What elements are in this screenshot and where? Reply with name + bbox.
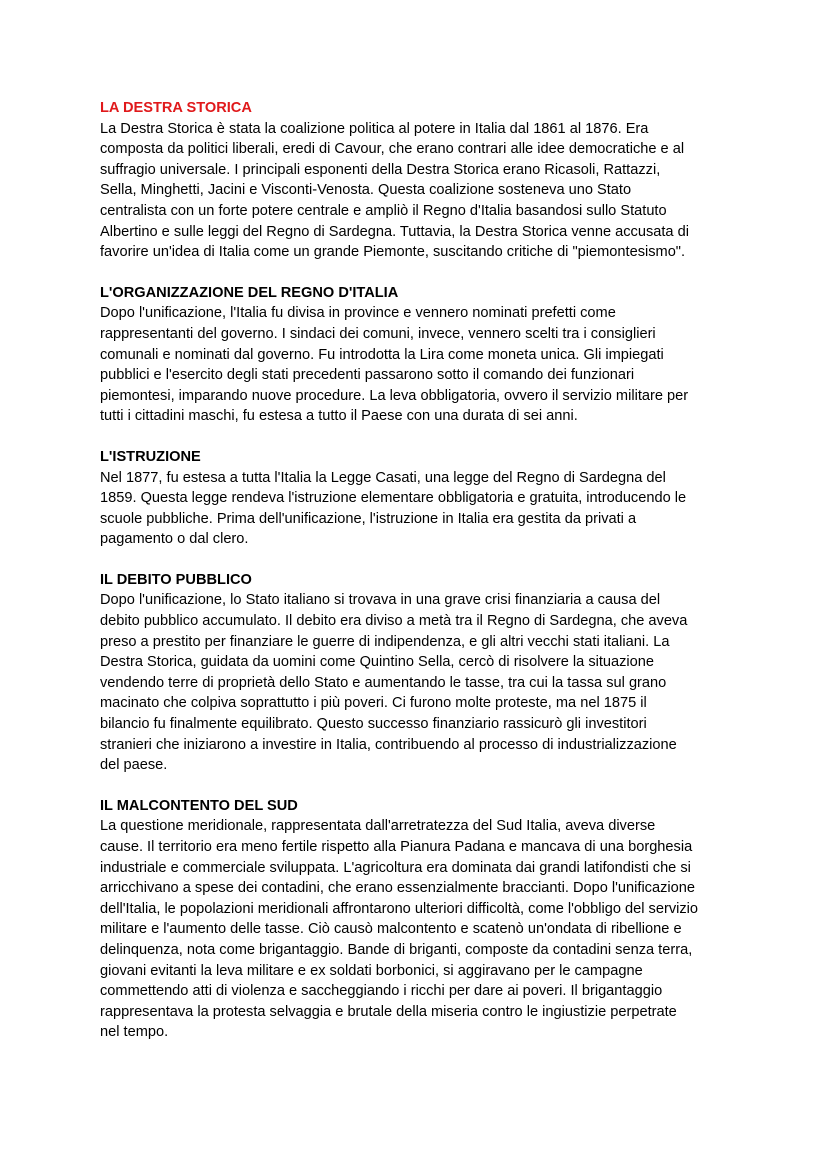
text-line: vendendo terre di proprietà dello Stato e aumentando le tasse, tra cui la tassa sul grano [100, 674, 667, 691]
section-malcontento-sud [100, 796, 730, 1043]
text-line: rappresentava la protesta selvaggia e brutale della miseria contro le ingiustizie perpetrate [100, 1003, 677, 1020]
text-line: piemontesi, imparando nuove procedure. La leva obbligatoria, ovvero il servizio militare per [100, 387, 689, 404]
section-paragraph [100, 468, 730, 550]
text-line: delinquenza, nota come brigantaggio. Bande di briganti, composte da contadini senza terra, [100, 941, 693, 958]
section-istruzione [100, 447, 730, 550]
text-line: militare e l'aumento delle tasse. Ciò causò malcontento e scatenò un'ondata di ribellione e [100, 921, 682, 938]
section-paragraph [100, 119, 730, 263]
section-paragraph [100, 816, 730, 1043]
section-heading: LA DESTRA STORICA [100, 100, 252, 116]
text-line: pagamento o dal clero. [100, 531, 249, 548]
text-line: suffragio universale. I principali esponenti della Destra Storica erano Ricasoli, Rattazzi, [100, 161, 661, 178]
text-line: del paese. [100, 757, 168, 774]
text-line: Nel 1877, fu estesa a tutta l'Italia la Legge Casati, una legge del Regno di Sardegna del [100, 469, 666, 486]
section-debito-pubblico [100, 570, 730, 776]
document-page [100, 98, 730, 1063]
text-line: Dopo l'unificazione, lo Stato italiano si trovava in una grave crisi finanziaria a causa del [100, 592, 661, 609]
text-line: pubblici e l'esercito degli stati precedenti passarono sotto il comando dei funzionari [100, 367, 635, 384]
text-line: arricchivano a spese dei contadini, che erano essenzialmente braccianti. Dopo l'unificazione [100, 880, 695, 897]
section-paragraph [100, 303, 730, 427]
text-line: giovani evitanti la leva militare e ex soldati borbonici, si aggiravano per le campagne [100, 962, 643, 979]
section-paragraph [100, 590, 730, 775]
text-line: La questione meridionale, rappresentata dall'arretratezza del Sud Italia, aveva diverse [100, 818, 656, 835]
text-line: Dopo l'unificazione, l'Italia fu divisa in province e vennero nominati prefetti come [100, 305, 616, 322]
text-line: scuole pubbliche. Prima dell'unificazione, l'istruzione in Italia era gestita da privati a [100, 510, 637, 527]
section-organizzazione [100, 283, 730, 427]
text-line: composta da politici liberali, eredi di Cavour, che erano contrari alle idee democratiche e al [100, 141, 685, 158]
text-line: commettendo atti di violenza e saccheggiando i ricchi per dare ai poveri. Il brigantaggio [100, 983, 663, 1000]
section-heading: L'ISTRUZIONE [100, 448, 201, 465]
section-heading: IL MALCONTENTO DEL SUD [100, 797, 298, 814]
text-line: Destra Storica, guidata da uomini come Quintino Sella, cercò di risolvere la situazione [100, 654, 655, 671]
text-line: debito pubblico accumulato. Il debito era diviso a metà tra il Regno di Sardegna, che aveva [100, 613, 688, 630]
section-heading: L'ORGANIZZAZIONE DEL REGNO D'ITALIA [100, 284, 399, 301]
text-line: dell'Italia, le popolazioni meridionali affrontarono ulteriori difficoltà, come l'obbligo del servizio [100, 900, 699, 917]
text-line: centralista con un forte potere centrale e ampliò il Regno d'Italia basandosi sullo Statuto [100, 202, 667, 219]
text-line: comunali e nominati dal governo. Fu introdotta la Lira come moneta unica. Gli impiegati [100, 346, 664, 363]
text-line: industriale e commerciale sviluppata. L'agricoltura era dominata dai grandi latifondisti che si [100, 859, 691, 876]
section-heading: IL DEBITO PUBBLICO [100, 571, 252, 588]
text-line: Albertino e sulle leggi del Regno di Sardegna. Tuttavia, la Destra Storica venne accusata di [100, 223, 689, 240]
text-line: 1859. Questa legge rendeva l'istruzione elementare obbligatoria e gratuita, introducendo le [100, 490, 687, 507]
text-line: La Destra Storica è stata la coalizione politica al potere in Italia dal 1861 al 1876. Era [100, 120, 649, 137]
text-line: bilancio fu finalmente equilibrato. Questo successo finanziario rassicurò gli investitori [100, 716, 647, 733]
section-destra-storica [100, 98, 730, 263]
text-line: cause. Il territorio era meno fertile rispetto alla Pianura Padana e mancava di una borghesia [100, 839, 693, 855]
text-line: macinato che colpiva soprattutto i più poveri. Ci furono molte proteste, ma nel 1875 il [100, 695, 647, 712]
text-line: rappresentanti del governo. I sindaci dei comuni, invece, vennero scelti tra i consiglieri [100, 325, 656, 342]
text-line: stranieri che iniziarono a investire in Italia, contribuendo al processo di industrializzazione [100, 736, 677, 753]
text-line: preso a prestito per finanziare le guerre di indipendenza, e gli altri vecchi stati italiani. La [100, 633, 670, 650]
text-line: favorire un'idea di Italia come un grande Piemonte, suscitando critiche di "piemontesismo". [100, 244, 686, 261]
text-line: tutti i cittadini maschi, fu estesa a tutto il Paese con una durata di sei anni. [100, 408, 578, 425]
text-line: Sella, Minghetti, Jacini e Visconti-Venosta. Questa coalizione sosteneva uno Stato [100, 182, 632, 199]
text-line: nel tempo. [100, 1024, 169, 1041]
